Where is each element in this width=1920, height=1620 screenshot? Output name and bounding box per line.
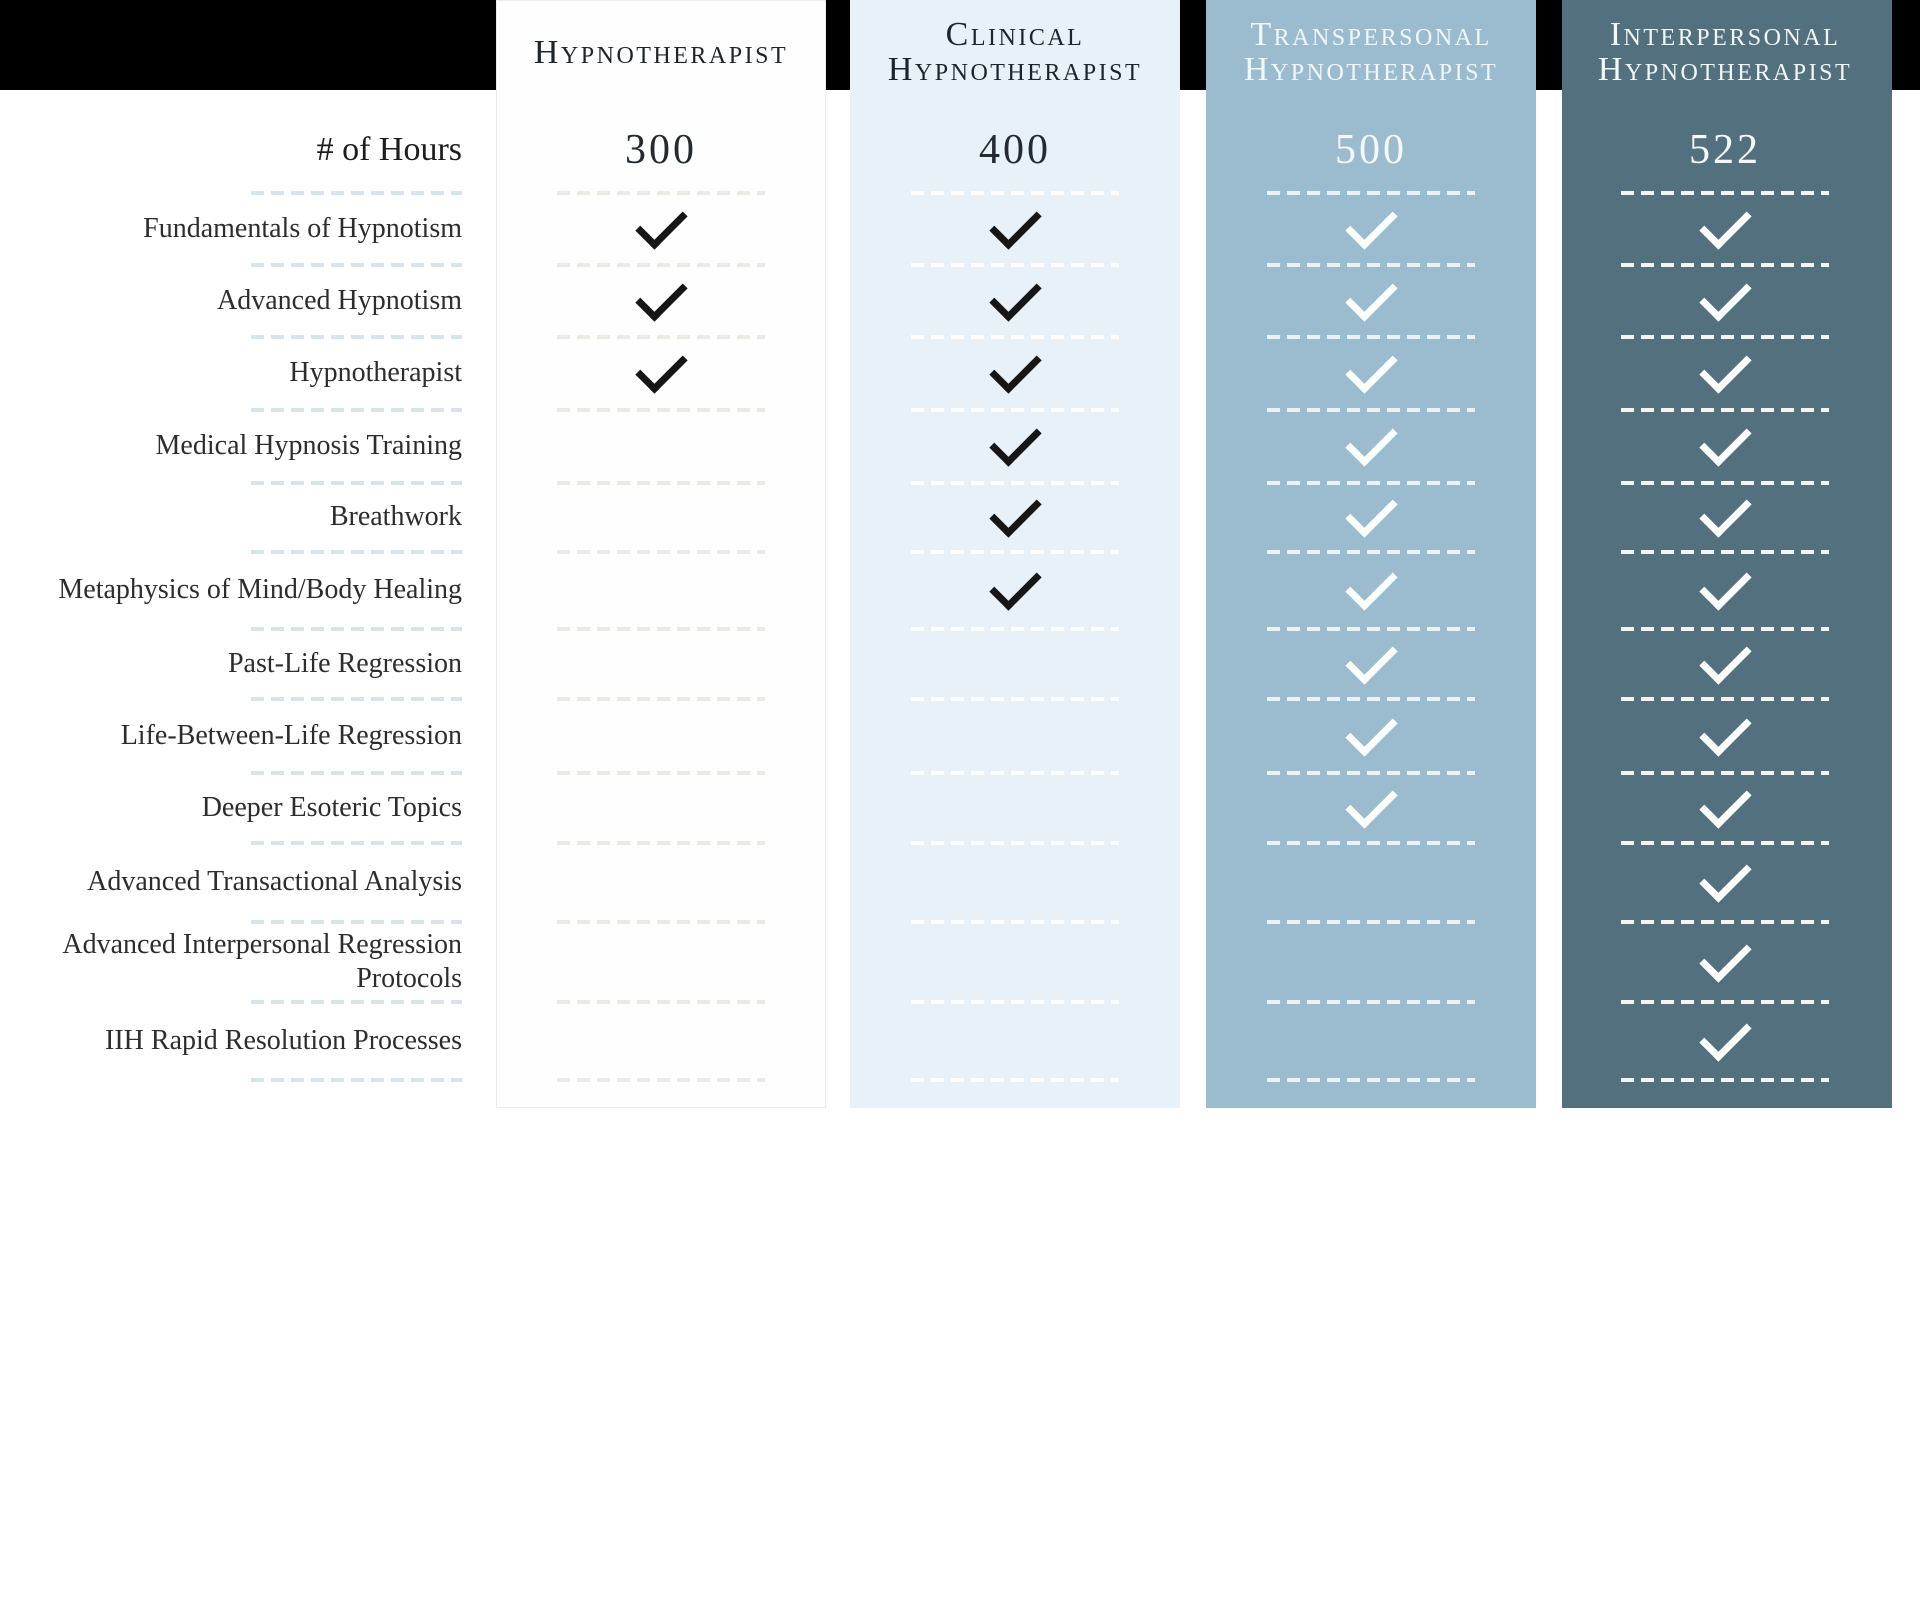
- row-separator: [1267, 841, 1475, 845]
- row-separator: [1621, 263, 1829, 267]
- check-icon: [1699, 269, 1751, 321]
- check-icon: [1345, 558, 1397, 610]
- check-icon: [989, 341, 1041, 393]
- column-title: Hypnotherapist: [533, 33, 789, 71]
- row-label: IIH Rapid Resolution Processes: [105, 1024, 462, 1056]
- table-row: [0, 629, 1920, 699]
- row-separator: [911, 1000, 1119, 1004]
- row-label: Life-Between-Life Regression: [120, 719, 462, 751]
- row-label: Advanced Transactional Analysis: [87, 866, 462, 898]
- check-icon: [1699, 1009, 1751, 1061]
- row-separator: [557, 481, 765, 485]
- row-separator: [1267, 627, 1475, 631]
- table-row: [0, 922, 1920, 1002]
- row-separator: [251, 263, 462, 267]
- table-row: [0, 552, 1920, 629]
- check-icon: [1699, 930, 1751, 982]
- row-separator: [1267, 1078, 1475, 1082]
- row-separator: [1621, 841, 1829, 845]
- row-separator: [1621, 1000, 1829, 1004]
- check-icon: [1345, 197, 1397, 249]
- column-title: Transpersonal Hypnotherapist: [1243, 16, 1499, 88]
- row-separator: [1621, 335, 1829, 339]
- row-separator: [1621, 627, 1829, 631]
- row-separator: [1621, 191, 1829, 195]
- row-separator: [1621, 920, 1829, 924]
- row-separator: [911, 408, 1119, 412]
- row-separator: [557, 920, 765, 924]
- row-separator: [557, 1078, 765, 1082]
- row-separator: [251, 1000, 462, 1004]
- check-icon: [635, 197, 687, 249]
- table-row: [0, 410, 1920, 483]
- row-separator: [251, 627, 462, 631]
- check-icon: [1345, 776, 1397, 828]
- row-separator: [1621, 550, 1829, 554]
- row-separator: [557, 408, 765, 412]
- row-separator: [557, 841, 765, 845]
- check-icon: [1699, 197, 1751, 249]
- hours-value-4: 522: [1689, 126, 1761, 173]
- row-label: Advanced Hypnotism: [217, 284, 462, 316]
- column-header-2: [850, 0, 1180, 106]
- row-separator: [911, 335, 1119, 339]
- row-separator: [251, 771, 462, 775]
- row-separator: [251, 335, 462, 339]
- check-icon: [989, 414, 1041, 466]
- row-separator: [557, 1000, 765, 1004]
- row-separator: [1621, 697, 1829, 701]
- row-label: Metaphysics of Mind/Body Healing: [58, 574, 462, 606]
- check-icon: [1345, 632, 1397, 684]
- row-label: Breathwork: [329, 501, 462, 533]
- column-header-3: [1206, 0, 1536, 106]
- row-separator: [911, 1078, 1119, 1082]
- row-separator: [251, 481, 462, 485]
- check-icon: [1699, 485, 1751, 537]
- hours-value-1: 300: [625, 126, 697, 173]
- row-separator: [911, 627, 1119, 631]
- check-icon: [635, 269, 687, 321]
- table-row: [0, 773, 1920, 843]
- check-icon: [1345, 485, 1397, 537]
- table-row: [0, 843, 1920, 922]
- hours-value-2: 400: [979, 126, 1051, 173]
- hours-row-label: # of Hours: [316, 130, 462, 168]
- row-separator: [557, 550, 765, 554]
- check-icon: [1699, 632, 1751, 684]
- row-separator: [557, 697, 765, 701]
- row-label: Deeper Esoteric Topics: [201, 791, 462, 823]
- row-separator: [251, 408, 462, 412]
- table-row: [0, 483, 1920, 552]
- row-separator: [557, 627, 765, 631]
- row-separator: [911, 697, 1119, 701]
- row-separator: [911, 263, 1119, 267]
- row-separator: [911, 550, 1119, 554]
- row-separator: [1267, 191, 1475, 195]
- bottom-separator-row: [0, 1080, 1920, 1108]
- row-separator: [251, 920, 462, 924]
- row-separator: [1267, 335, 1475, 339]
- column-title: Interpersonal Hypnotherapist: [1597, 16, 1853, 88]
- row-separator: [557, 771, 765, 775]
- row-label: Hypnotherapist: [289, 357, 462, 389]
- row-separator: [1267, 920, 1475, 924]
- row-separator: [1621, 1078, 1829, 1082]
- hours-value-3: 500: [1335, 126, 1407, 173]
- column-header-4: [1560, 0, 1890, 106]
- header-row-spacer: [0, 0, 496, 106]
- row-separator: [1267, 550, 1475, 554]
- check-icon: [1699, 704, 1751, 756]
- row-separator: [251, 841, 462, 845]
- column-header-1: [496, 0, 826, 106]
- check-icon: [1699, 414, 1751, 466]
- row-separator: [1267, 408, 1475, 412]
- row-separator: [1621, 408, 1829, 412]
- row-separator: [251, 697, 462, 701]
- hours-row: [0, 106, 1920, 193]
- row-separator: [1267, 1000, 1475, 1004]
- check-icon: [1699, 341, 1751, 393]
- row-label: Advanced Interpersonal Regression Protocols: [62, 928, 462, 994]
- table-row: [0, 193, 1920, 265]
- check-icon: [1345, 704, 1397, 756]
- row-separator: [557, 191, 765, 195]
- row-separator: [1621, 481, 1829, 485]
- table-row: [0, 337, 1920, 410]
- header-row: [0, 0, 1920, 106]
- check-icon: [989, 485, 1041, 537]
- table-row: [0, 265, 1920, 337]
- row-separator: [911, 771, 1119, 775]
- check-icon: [1699, 776, 1751, 828]
- check-icon: [989, 558, 1041, 610]
- check-icon: [1345, 341, 1397, 393]
- check-icon: [1345, 414, 1397, 466]
- table-row: [0, 1002, 1920, 1080]
- column-title: Clinical Hypnotherapist: [887, 16, 1143, 88]
- row-separator: [1267, 263, 1475, 267]
- row-separator: [557, 335, 765, 339]
- row-separator: [911, 191, 1119, 195]
- row-separator: [911, 841, 1119, 845]
- row-separator: [1267, 481, 1475, 485]
- row-separator: [911, 920, 1119, 924]
- check-icon: [1699, 850, 1751, 902]
- row-separator: [1267, 771, 1475, 775]
- row-label: Medical Hypnosis Training: [155, 430, 462, 462]
- check-icon: [1699, 558, 1751, 610]
- check-icon: [989, 269, 1041, 321]
- row-label: Past-Life Regression: [227, 647, 462, 679]
- row-separator: [557, 263, 765, 267]
- row-separator: [1267, 697, 1475, 701]
- row-separator: [251, 550, 462, 554]
- row-separator: [1621, 771, 1829, 775]
- row-separator: [251, 191, 462, 195]
- table-row: [0, 699, 1920, 773]
- check-icon: [1345, 269, 1397, 321]
- row-separator: [911, 481, 1119, 485]
- row-separator: [251, 1078, 462, 1082]
- check-icon: [635, 341, 687, 393]
- check-icon: [989, 197, 1041, 249]
- row-label: Fundamentals of Hypnotism: [143, 212, 462, 244]
